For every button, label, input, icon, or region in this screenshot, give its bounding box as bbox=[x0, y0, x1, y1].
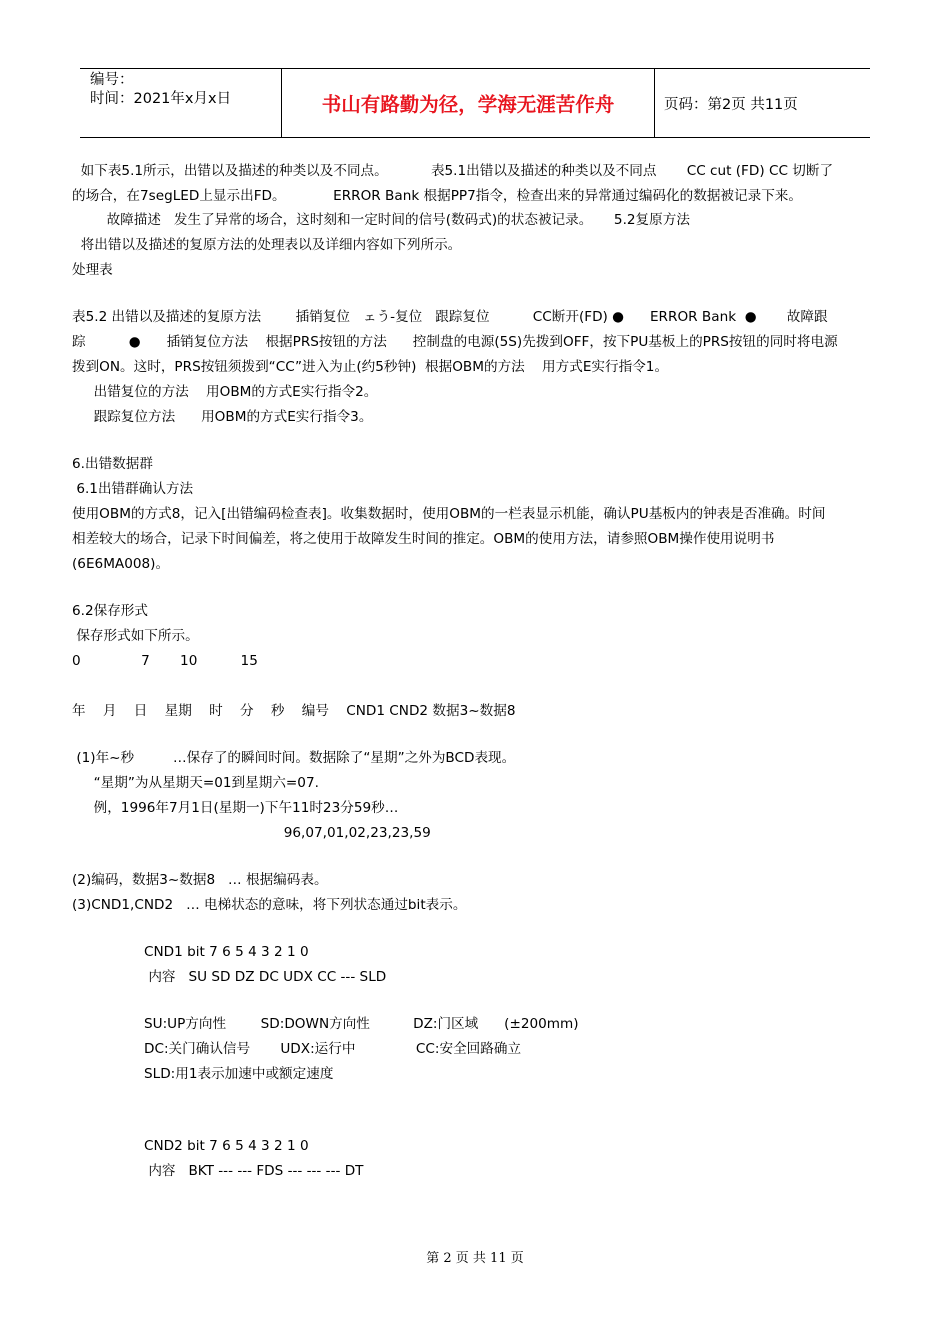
bit-header-row: CND2 bit 7 6 5 4 3 2 1 0 bbox=[144, 1138, 309, 1154]
body-text-line: 将出错以及描述的复原方法的处理表以及详细内容如下列所示。 bbox=[72, 237, 462, 253]
section-heading: 6.出错数据群 bbox=[72, 456, 153, 472]
body-text-line: (1)年~秒 …保存了的瞬间时间。数据除了“星期”之外为BCD表现。 bbox=[72, 750, 516, 766]
field-layout-row: 年 月 日 星期 时 分 秒 编号 CND1 CND2 数据3~数据8 bbox=[72, 703, 516, 719]
document-number-label: 编号： bbox=[90, 72, 134, 88]
body-text-line: 相差较大的场合，记录下时间偏差，将之使用于故障发生时间的推定。OBM的使用方法，请参照OBM操作使用说明书 bbox=[72, 531, 775, 547]
bit-legend-line: SLD:用1表示加速中或额定速度 bbox=[144, 1066, 334, 1082]
body-text-line: 故障描述 发生了异常的场合，这时刻和一定时间的信号(数码式)的状态被记录。 5.2复原方法 bbox=[72, 212, 690, 228]
body-text-line: (6E6MA008)。 bbox=[72, 556, 170, 572]
header-page-info: 页码：第2页 共11页 bbox=[664, 97, 798, 113]
body-text-line: 的场合，在7segLED上显示出FD。 ERROR Bank 根据PP7指令，检查出来的异常通过编码化的数据被记录下来。 bbox=[72, 188, 802, 204]
subsection-heading: 6.1出错群确认方法 bbox=[72, 481, 194, 497]
subsection-heading: 6.2保存形式 bbox=[72, 603, 148, 619]
body-text-line: 处理表 bbox=[72, 262, 113, 278]
body-text-line: (2)编码，数据3~数据8 … 根据编码表。 bbox=[72, 872, 328, 888]
body-text-line: 表5.2 出错以及描述的复原方法 插销复位 ェう-复位 跟踪复位 CC断开(FD) ● ERROR Bank ● 故障跟 bbox=[72, 309, 828, 325]
body-text-line: 例，1996年7月1日(星期一)下午11时23分59秒… bbox=[72, 800, 399, 816]
body-text-line: 踪 ● 插销复位方法 根据PRS按钮的方法 控制盘的电源(5S)先拨到OFF，按下PU基板上的PRS按钮的同时将电源 bbox=[72, 334, 838, 350]
page-footer: 第 2 页 共 11 页 bbox=[426, 1251, 524, 1266]
body-text-line: 使用OBM的方式8，记入[出错编码检查表]。收集数据时，使用OBM的一栏表显示机能，确认PU基板内的钟表是否准确。时间 bbox=[72, 506, 826, 522]
body-text-line: (3)CND1,CND2 … 电梯状态的意味，将下列状态通过bit表示。 bbox=[72, 897, 467, 913]
body-text-line: 出错复位的方法 用OBM的方式E实行指令2。 bbox=[72, 384, 378, 400]
bit-header-row: CND1 bit 7 6 5 4 3 2 1 0 bbox=[144, 944, 309, 960]
body-text-line: 如下表5.1所示，出错以及描述的种类以及不同点。 表5.1出错以及描述的种类以及不同点 CC cut (FD) CC 切断了 bbox=[72, 163, 834, 179]
bit-legend-line: SU:UP方向性 SD:DOWN方向性 DZ:门区域 (±200mm) bbox=[144, 1016, 579, 1032]
bit-content-row: 内容 BKT --- --- FDS --- --- --- DT bbox=[144, 1163, 364, 1179]
example-values: 96,07,01,02,23,23,59 bbox=[72, 825, 431, 841]
document-date: 时间：2021年x月x日 bbox=[90, 91, 232, 107]
page-header bbox=[80, 68, 870, 138]
bit-content-row: 内容 SU SD DZ DC UDX CC --- SLD bbox=[144, 969, 387, 985]
byte-offset-row: 0 7 10 15 bbox=[72, 653, 258, 669]
header-divider bbox=[654, 69, 655, 137]
body-text-line: 拨到ON。这时，PRS按钮须拨到“CC”进入为止(约5秒钟) 根据OBM的方法 用方式E实行指令1。 bbox=[72, 359, 669, 375]
body-text-line: 跟踪复位方法 用OBM的方式E实行指令3。 bbox=[72, 409, 373, 425]
body-text-line: 保存形式如下所示。 bbox=[72, 628, 199, 644]
header-slogan: 书山有路勤为径，学海无涯苦作舟 bbox=[321, 93, 615, 116]
body-text-line: “星期”为从星期天=01到星期六=07. bbox=[72, 775, 319, 791]
header-meta bbox=[90, 71, 231, 109]
bit-legend-line: DC:关门确认信号 UDX:运行中 CC:安全回路确立 bbox=[144, 1041, 522, 1057]
